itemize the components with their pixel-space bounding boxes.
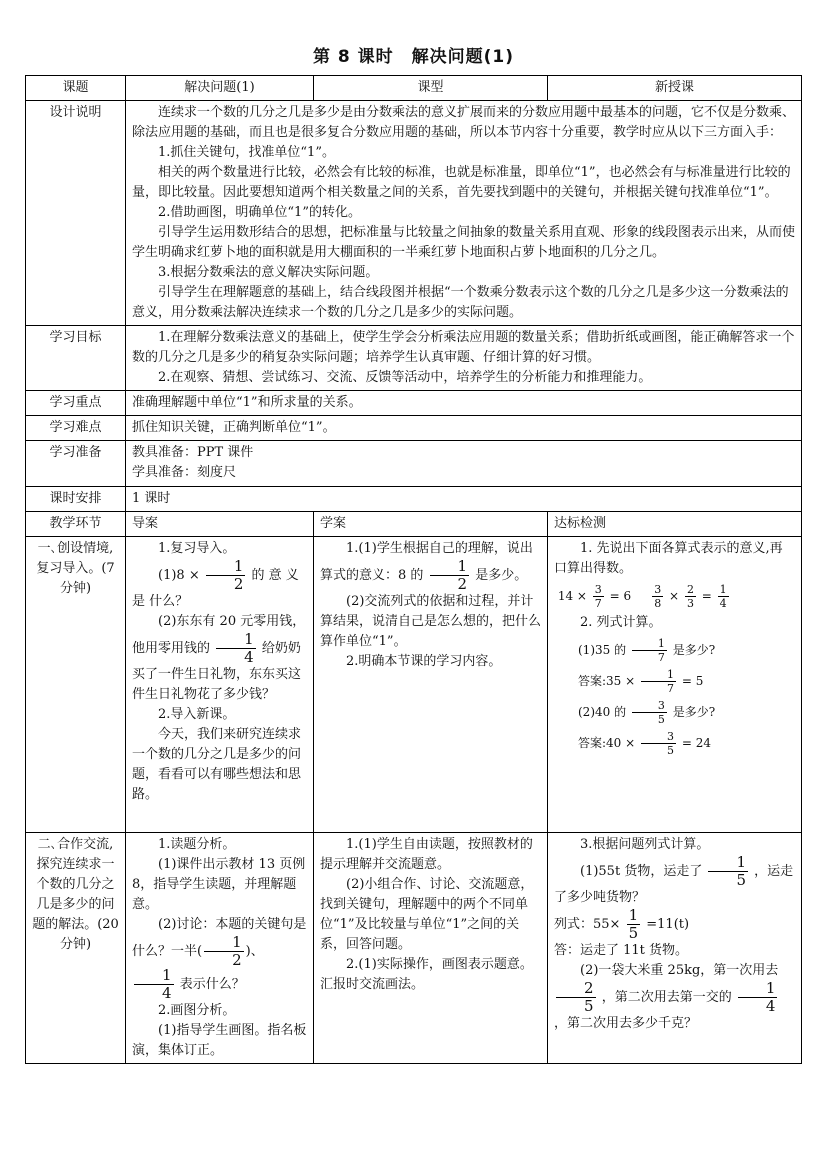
prep-student: 学具准备：刻度尺 [132,465,237,480]
guide-text: (2)东东有 20 元零用钱，他用零用钱的 $\frac{1}{4}$ 给奶奶买了一件生日礼物，东东买这件生日礼物花了多少钱？ [132,614,306,702]
check-text: (1)35 的 $\frac{1}{7}$ 是多少? [578,637,716,664]
check-answer: 答案:40 × $\frac{3}{5}$ = 24 [578,730,711,757]
check-text: (2)一袋大米重 25kg，第一次用去 $\frac{2}{5}$ ，第二次用去第一交的 $\frac{1}{4}$ ，第二次用去多少千克？ [554,963,779,1031]
fraction: $\frac{1}{5}$ [628,906,639,942]
goal-item: 1.在理解分数乘法意义的基础上，使学生学会分析乘法应用题的数量关系；借助折纸或画图，能正确解答求一个数的几分之几是多少的稍复杂实际问题；培养学生认真审题、仔细计算的好习惯。 [132,330,795,365]
check-text: 3.根据问题列式计算。 [580,837,710,852]
check-equations: 14 × $\frac{3}{7}$ = 6 $\frac{3}{8}$ × $\frac{2}{3}$ = $\frac{1}{4}$ [557,583,727,610]
stage1-check [548,537,802,833]
fraction: $\frac{3}{5}$ [632,700,667,725]
check-answer: 答：运走了 11t 货物。 [554,943,689,958]
guide-text: (1)课件出示教材 13 页例 8，指导学生读题，并理解题意。 [132,857,306,912]
fraction: $\frac{2}{5}$ [556,981,596,1014]
goals-content [126,326,802,391]
fraction: $\frac{3}{7}$ [594,583,602,610]
stage2-guide [126,833,314,1064]
check-answer: 答案:35 × $\frac{1}{7}$ = 5 [578,668,704,695]
guide-text: 2.导入新课。 [158,707,236,722]
stage1-study [314,537,548,833]
col-study-header: 学案 [314,512,548,537]
guide-text: 1.复习导入。 [158,541,236,556]
topic-value: 解决问题(1) [126,76,314,101]
col-guide-header: 导案 [126,512,314,537]
topic-label: 课题 [26,76,126,101]
difficulty-label: 学习难点 [26,416,126,441]
fraction: $\frac{1}{2}$ [206,559,246,592]
design-paragraph: 1.抓住关键句，找准单位“1”。 [158,145,335,160]
fraction: $\frac{1}{2}$ [430,559,470,592]
design-paragraph: 2.借助画图，明确单位“1”的转化。 [158,205,361,220]
guide-text: 1.读题分析。 [158,837,236,852]
design-paragraph: 引导学生在理解题意的基础上，结合线段图并根据“一个数乘分数表示这个数的几分之几是多少这一分数乘法的意义，用分数乘法解决连续求一个数的几分之几是多少的实际问题。 [132,285,789,320]
schedule-label: 课时安排 [26,487,126,512]
check-text: (2)40 的 $\frac{3}{5}$ 是多少? [578,699,716,726]
stage1-label: 一､创设情境,复习导入。(7 分钟) [26,537,126,833]
difficulty-value: 抓住知识关键，正确判断单位“1”。 [126,416,802,441]
stage1-guide [126,537,314,833]
study-text: 2.(1)实际操作，画图表示题意。汇报时交流画法。 [320,957,533,992]
study-text: (2)小组合作、讨论、交流题意，找到关键句，理解题中的两个不同单位“1”及比较量与单位“1”之间的关系，回答问题。 [320,877,534,952]
goals-label: 学习目标 [26,326,126,391]
stage2-study [314,833,548,1064]
schedule-value: 1 课时 [126,487,802,512]
design-content [126,101,802,326]
design-paragraph: 连续求一个数的几分之几是多少是由分数乘法的意义扩展而来的分数应用题中最基本的问题，它不仅是分数乘、除法应用题的基础，而且也是很多复合分数应用题的基础，所以本节内容十分重要，教学时应从以下三方面入手： [132,105,796,140]
design-paragraph: 相关的两个数量进行比较，必然会有比较的标准，也就是标准量，即单位“1”，也必然会有与标准量进行比较的量，即比较量。因此要想知道两个相关数量之间的关系，首先要找到题中的关键句，并根据关键句找准单位“1”。 [132,165,791,200]
page-title: 第 8 课时 解决问题(1) [312,47,515,67]
design-paragraph: 引导学生运用数形结合的思想，把标准量与比较量之间抽象的数量关系用直观、形象的线段图表示出来，从而使学生明确求红萝卜地的面积就是用大棚面积的一半乘红萝卜地面积占萝卜地面积的几分之几。 [132,225,796,260]
col-check-header: 达标检测 [548,512,802,537]
fraction: $\frac{1}{5}$ [708,855,748,888]
study-text: (2)交流列式的依据和过程，并计算结果，说清自己是怎么想的，把什么算作单位“1”。 [320,594,542,649]
guide-text: 2.画图分析。 [158,1003,236,1018]
fraction: $\frac{1}{4}$ [134,968,174,1001]
fraction: $\frac{1}{2}$ [204,935,244,968]
fraction: $\frac{1}{7}$ [641,669,676,694]
focus-label: 学习重点 [26,391,126,416]
fraction: $\frac{1}{7}$ [632,638,667,663]
guide-text: 今天，我们来研究连续求一个数的几分之几是多少的问题，看看可以有哪些想法和思路。 [132,727,302,802]
check-text: (1)55t 货物，运走了 $\frac{1}{5}$ ，运走了多少吨货物？ [554,853,794,905]
goal-item: 2.在观察、猜想、尝试练习、交流、反馈等活动中，培养学生的分析能力和推理能力。 [158,370,652,385]
study-text: 1.(1)学生自由读题，按照教材的提示理解并交流题意。 [320,837,533,872]
col-stage-header: 教学环节 [26,512,126,537]
study-text: 1.(1)学生根据自己的理解，说出算式的意义：8 的 $\frac{1}{2}$ 是多少。 [320,541,533,593]
fraction: $\frac{3}{5}$ [641,731,676,756]
stage2-label: 二､合作交流,探究连续求一个数的几分之几是多少的问题的解法。(20 分钟) [26,833,126,1064]
fraction: $\frac{3}{8}$ [654,583,662,610]
guide-text: (2)讨论：本题的关键句是什么？一半( $\frac{1}{2}$ )、 $\frac{1}{4}$ 表示什么？ [132,917,307,1002]
prep-content [126,441,802,487]
prep-label: 学习准备 [26,441,126,487]
design-paragraph: 3.根据分数乘法的意义解决实际问题。 [158,265,379,280]
check-text: 2. 列式计算。 [580,615,662,630]
stage2-check [548,833,802,1064]
type-label: 课型 [314,76,548,101]
fraction: $\frac{1}{4}$ [719,583,727,610]
fraction: $\frac{1}{4}$ [216,632,256,665]
check-formula: 列式：55× $\frac{1}{5}$ =11(t) [554,906,690,942]
prep-teacher: 教具准备：PPT 课件 [132,445,254,460]
fraction: $\frac{1}{4}$ [738,981,778,1014]
type-value: 新授课 [548,76,802,101]
guide-text: (1)指导学生画图。指名板演，集体订正。 [132,1023,307,1058]
fraction: $\frac{2}{3}$ [686,583,694,610]
design-label: 设计说明 [26,101,126,326]
study-text: 2.明确本节课的学习内容。 [346,654,502,669]
check-text: 1. 先说出下面各算式表示的意义,再口算出得数。 [554,541,783,576]
focus-value: 准确理解题中单位“1”和所求量的关系。 [126,391,802,416]
guide-text: (1)8 × $\frac{1}{2}$ 的 意 义 是 什么？ [132,557,299,609]
lesson-plan-table [25,75,802,1064]
